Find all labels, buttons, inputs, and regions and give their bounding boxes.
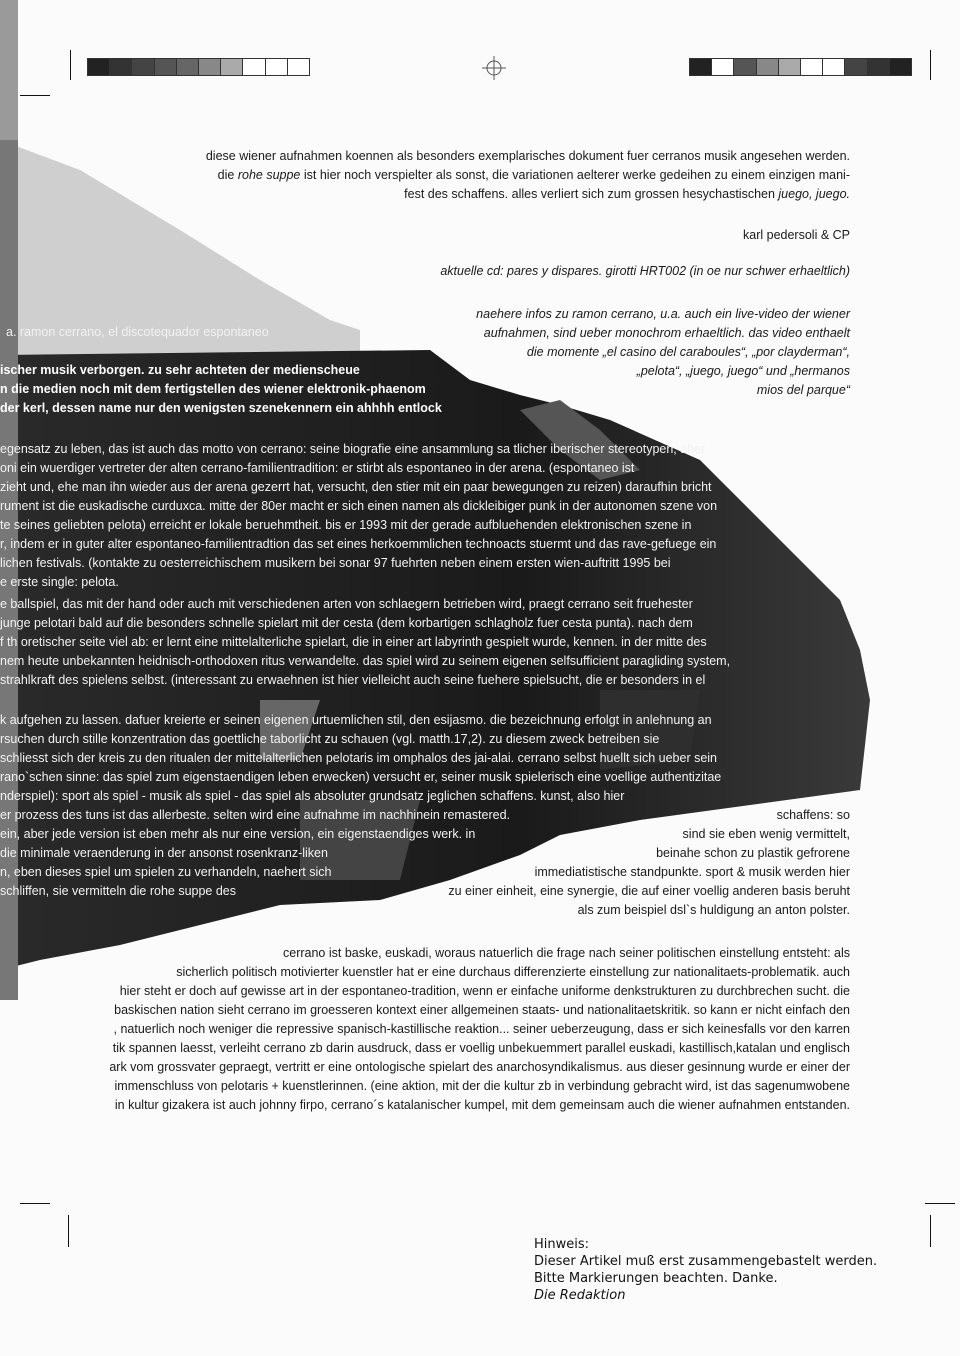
intro-text: ist hier noch verspielter als sonst, die variationen aelterer werke gedeihen zu einem einzigen mani-: [300, 168, 850, 182]
photo-text-line: k aufgehen zu lassen. dafuer kreierte er seinen eigenen urtuemlichen stil, den esijasmo. die bezeichnung erfolgt in anlehnung an: [0, 713, 712, 727]
photo-caption: a. ramon cerrano, el discotequador espontaneo: [6, 325, 269, 339]
right-text-line: beinahe schon zu plastik gefrorene: [656, 846, 850, 860]
intro-line-1: diese wiener aufnahmen koennen als besonders exemplarisches dokument fuer cerranos musik angesehen werden.: [205, 149, 850, 163]
bold-line: n die medien noch mit dem fertigstellen des wiener elektronik-phaenom: [0, 382, 426, 396]
infos-line: aufnahmen, sind ueber monochrom erhaeltlich. das video enthaelt: [483, 326, 850, 340]
photo-text-line: junge pelotari bald auf die besonders schnelle spielart mit der cesta (dem korbartigen schlagholz fuer cesta punta). nach dem: [0, 616, 693, 630]
right-text-line: schaffens: so: [776, 808, 850, 822]
editor-note-title: Hinweis:: [534, 1237, 590, 1252]
infos-line: mios del parque“: [756, 383, 850, 397]
crop-mark-bottom-left-v: [68, 1215, 69, 1247]
photo-text-line: rsuchen durch stille konzentration das goettliche taborlicht zu schauen (vgl. matth.17,2). zu diesem zweck betreiben sie: [0, 732, 660, 746]
photo-text-line: lichen festivals. (kontakte zu oesterreichischem musikern bei sonar 97 fuehrten neben einem ersten wien-auftritt 1995 bei: [0, 556, 671, 570]
photo-text-line: rument ist die euskadische curduxca. mitte der 80er macht er sich einen namen als dickleibiger punk in der autonomen szene von: [0, 499, 718, 513]
photo-text-line: die minimale veraenderung in der ansonst rosenkranz-liken: [0, 846, 328, 860]
right-text-line: sind sie eben wenig vermittelt,: [682, 827, 850, 841]
intro-line-2: [218, 166, 850, 185]
outro-line: baskischen nation sieht cerrano im groesseren kontext einer allgemeinen staats- und nationalitaetskritik. so kann er nicht einfach den: [114, 1003, 850, 1017]
photo-text-line: ein, aber jede version ist eben mehr als nur eine version, ein eigenstaendiges werk. in: [0, 827, 476, 841]
cd-info: aktuelle cd: pares y dispares. girotti HRT002 (in oe nur schwer erhaeltlich): [440, 264, 850, 278]
photo-text-line: nderspiel): sport als spiel - musik als spiel - das spiel als absoluter grundsatz jeglichen schaffens. kunst, also hier: [0, 789, 625, 803]
photo-text-line: rano`schen sinne: das spiel zum eigenstaendigen leben erwecken) versucht er, seiner musik spielerisch eine voellige authentizitae: [0, 770, 722, 784]
crop-mark-bottom-right-v: [930, 1215, 931, 1247]
photo-text-line: er prozess des tuns ist das allerbeste. selten wird eine aufnahme im nachhinein remastered.: [0, 808, 510, 822]
right-text-line: zu einer einheit, eine synergie, die auf einer voellig anderen basis beruht: [448, 884, 850, 898]
photo-text-line: e erste single: pelota.: [0, 575, 119, 589]
photo-text-line: schliesst sich der kreis zu den ritualen der mittelalterlichen pelotaris im omphalos des jai-alai. cerrano selbst huellt sich ueber sein: [0, 751, 718, 765]
photo-text-line: schliffen, sie vermitteln die rohe suppe des: [0, 884, 237, 898]
editor-note-signature: Die Redaktion: [534, 1288, 626, 1303]
infos-line: die momente „el casino del caraboules“, „por clayderman“,: [526, 345, 850, 359]
bold-line: der kerl, dessen name nur den wenigsten szenekennern ein ahhhh entlock: [0, 401, 442, 415]
intro-text: die: [217, 168, 238, 182]
photo-text-line: nem heute unbekannten heidnisch-orthodoxen ritus verwandelte. das spiel wird zu seinem eigenen selfsufficient paragliding system,: [0, 654, 731, 668]
author-credit: karl pedersoli & CP: [743, 228, 850, 242]
photo-text-line: f th oretischer seite viel ab: er lernt eine mittelalterliche spielart, die in einer art labyrinth gespielt wurde, kennen. in der mitte des: [0, 635, 707, 649]
outro-line: ark vom grossvater gepraegt, vertritt er eine ontologische spielart des anarchosyndikalismus. aus dieser gesinnung wurde er einer der: [109, 1060, 850, 1074]
outro-line: sicherlich politisch motivierter kuenstler hat er eine durchaus differenzierte einstellung zur nationalitaets-problematik. auch: [176, 965, 850, 979]
intro-text: fest des schaffens. alles verliert sich zum grossen hesychastischen: [404, 187, 779, 201]
outro-line: , natuerlich noch weniger die repressive spanisch-kastillische reaktion... seiner ueberzeugung, dass er sich keinesfalls vor den karren: [113, 1022, 850, 1036]
photo-text-line: n, eben dieses spiel um spielen zu verhandeln, naehert sich: [0, 865, 332, 879]
photo-text-line: r, indem er in guter alter espontaneo-familientradtion das set eines herkoemmlichen technoacts stuermt und das rave-gefuege ein: [0, 537, 717, 551]
bold-line: ischer musik verborgen. zu sehr achteten der medienscheue: [0, 363, 360, 377]
outro-line: cerrano ist baske, euskadi, woraus natuerlich die frage nach seiner politischen einstellung entsteht: als: [283, 946, 850, 960]
outro-line: in kultur gizakera ist auch johnny firpo, cerrano´s katalanischer kumpel, mit dem gemeinsam auch die wiener aufnahmen entstanden.: [114, 1098, 850, 1112]
intro-emphasis: juego, juego.: [778, 187, 850, 201]
editor-note-line: Bitte Markierungen beachten. Danke.: [534, 1271, 778, 1286]
editor-note: [534, 1236, 877, 1304]
right-text-line: als zum beispiel dsl`s huldigung an anton polster.: [577, 903, 850, 917]
intro-emphasis: rohe suppe: [237, 168, 301, 182]
photo-text-line: strahlkraft des spielens selbst. (interessant zu erwaehnen ist hier vielleicht auch seine fuehere spielsucht, die er besonders in el: [0, 673, 706, 687]
photo-text-line: oni ein wuerdiger vertreter der alten cerrano-familientradition: er stirbt als espontaneo in der arena. (espontaneo ist: [0, 461, 635, 475]
photo-text-line: egensatz zu leben, das ist auch das motto von cerrano: seine biografie eine ansammlung sa tlicher iberischer stereotypen, aber: [0, 442, 706, 456]
infos-line: naehere infos zu ramon cerrano, u.a. auch ein live-video der wiener: [476, 307, 850, 321]
crop-mark-bottom-right-h: [925, 1203, 955, 1204]
outro-line: hier steht er doch auf gewisse art in der espontaneo-tradition, wenn er einfache uniforme denkstrukturen zu durchbrechen sucht. die: [119, 984, 850, 998]
photo-text-line: e ballspiel, das mit der hand oder auch mit verschiedenen arten von schlaegern betrieben wird, praegt cerrano seit fruehester: [0, 597, 693, 611]
photo-text-line: te seines geliebten pelota) erreicht er lokale beruehmtheit. bis er 1993 mit der gerade aufbluehenden elektronischen szene in: [0, 518, 692, 532]
crop-mark-bottom-left-h: [20, 1203, 50, 1204]
photo-text-line: zieht und, ehe man ihn wieder aus der arena gezerrt hat, versucht, den stier mit ein paar bewegungen zu reizen) daraufhin bricht: [0, 480, 712, 494]
editor-note-line: Dieser Artikel muß erst zusammengebastelt werden.: [534, 1254, 878, 1269]
intro-line-3: [404, 185, 850, 204]
right-text-line: immediatistische standpunkte. sport & musik werden hier: [534, 865, 850, 879]
infos-line: „pelota“, „juego, juego“ und „hermanos: [636, 364, 850, 378]
outro-line: immenschluss von pelotaris + kuenstlerinnen. (eine aktion, mit der die kultur zb in verbindung gebracht wird, ist das sagenumwobene: [114, 1079, 850, 1093]
outro-line: tik spannen laesst, verleiht cerrano zb darin ausdruck, dass er voellig unbekuemmert parallel euskadi, kastillisch,katalan und englisch: [112, 1041, 850, 1055]
